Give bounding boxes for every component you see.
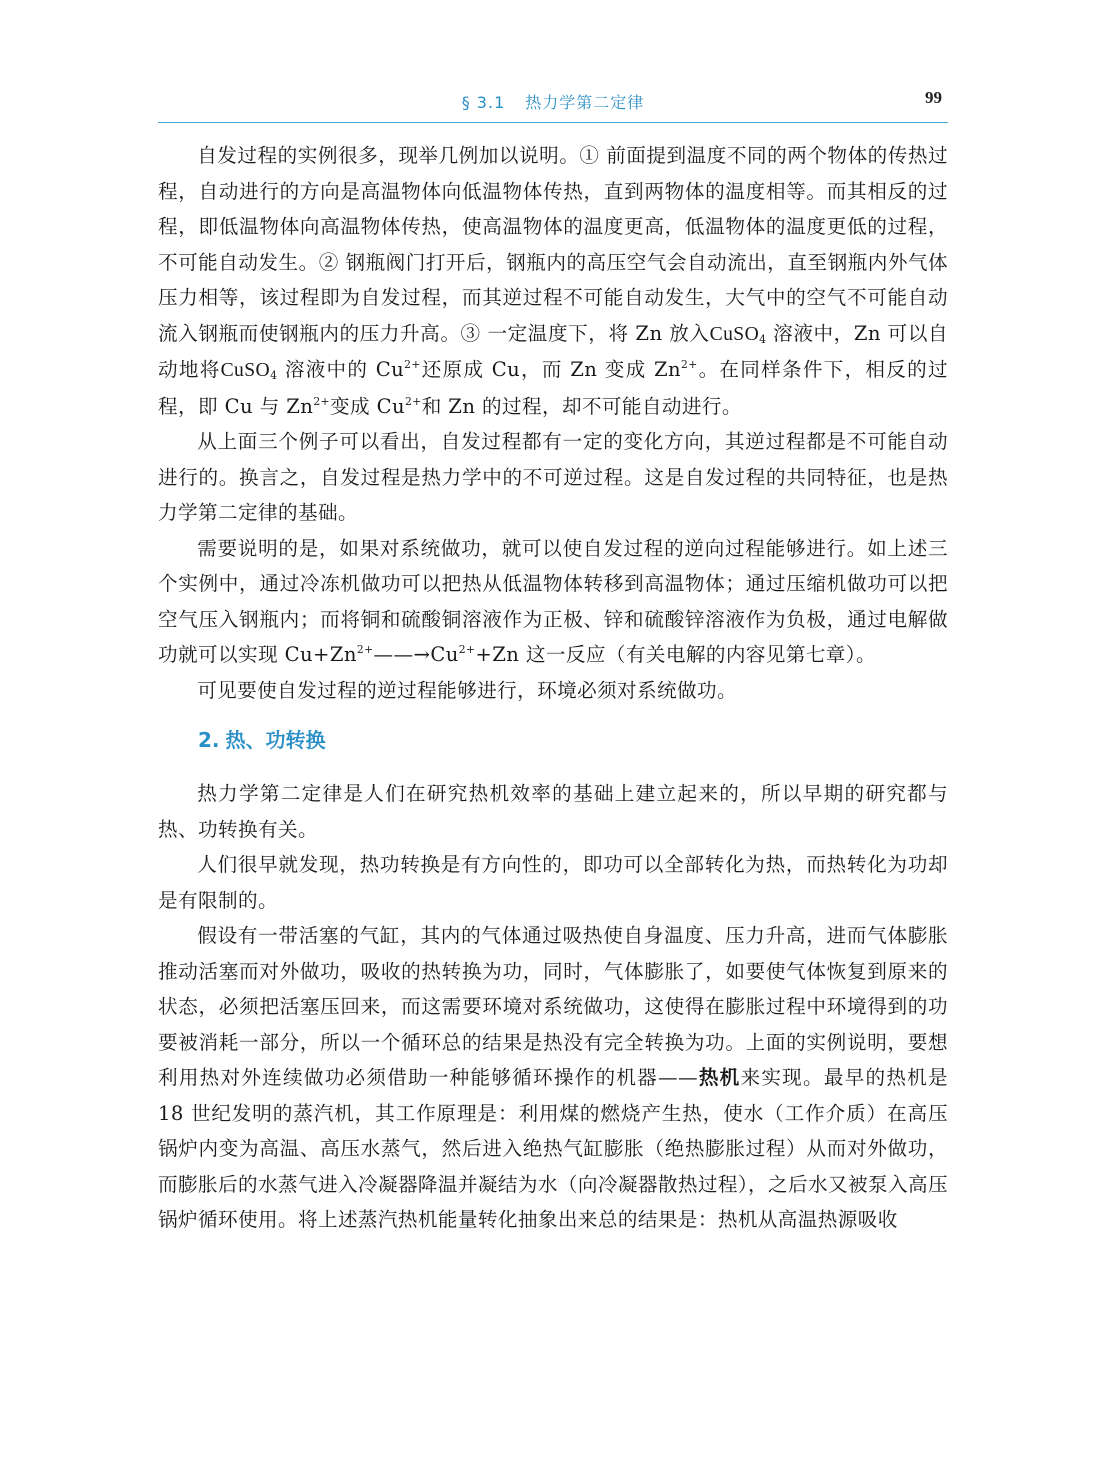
superscript-charge: 2+ <box>458 642 476 656</box>
superscript-charge: 2+ <box>405 394 422 408</box>
text-run: 还原成 Cu，而 Zn 变成 Zn <box>420 358 682 381</box>
superscript-charge: 2+ <box>681 357 698 371</box>
text-run: 。在同样条件下，相反的过程，即 Cu 与 Zn <box>158 358 948 418</box>
text-run: 溶液中的 Cu <box>277 358 405 381</box>
text-run: ——→Cu <box>373 643 459 666</box>
superscript-charge: 2+ <box>404 357 421 371</box>
header-title <box>158 90 948 113</box>
subscript: 4 <box>270 369 278 383</box>
text-run: 需要说明的是，如果对系统做功，就可以使自发过程的逆向过程能够进行。如上述三个实例中，通过冷冻机做功可以把热从低温物体转移到高温物体；通过压缩机做功可以把空气压入钢瓶内；而将铜和硫酸铜溶液作为正极、锌和硫酸锌溶液作为负极，通过电解做功就可以实现 Cu+Zn <box>158 536 948 666</box>
formula-cuso4: CuSO <box>220 360 271 381</box>
header-section-number: § 3.1 <box>461 93 506 112</box>
paragraph-irreversible-summary: 从上面三个例子可以看出，自发过程都有一定的变化方向，其逆过程都是不可能自动进行的。换言之，自发过程是热力学中的不可逆过程。这是自发过程的共同特征，也是热力学第二定律的基础。 <box>158 430 948 524</box>
page-body <box>158 138 948 1238</box>
formula-cuso4: CuSO <box>709 323 760 345</box>
text-run: 溶液中，Zn 可以自动地将 <box>158 321 949 381</box>
text-run: +Zn 这一反应（有关电解的内容见第七章）。 <box>475 643 876 666</box>
paragraph-work-on-system <box>158 531 948 673</box>
text-run: 自发过程的实例很多，现举几例加以说明。① 前面提到温度不同的两个物体的传热过程，自动进行的方向是高温物体向低温物体传热，直到两物体的温度相等。而其相反的过程，即低温物体向高温物体传热，使高温物体的温度更高，低温物体的温度更低的过程，不可能自动发生。② 钢瓶阀门打开后，钢瓶内的高压空气会自动流出，直至钢瓶内外气体压力相等，该过程即为自发过程，而其逆过程不可能自动发生，大气中的空气不可能自动流入钢瓶而使钢瓶内的压力升高。③ 一定温度下，将 Zn 放入 <box>158 144 948 345</box>
superscript-charge: 2+ <box>356 642 374 656</box>
subscript: 4 <box>759 332 767 346</box>
header-section-title: 热力学第二定律 <box>525 93 645 112</box>
paragraph-piston-example <box>158 918 948 1238</box>
text-run: 假设有一带活塞的气缸，其内的气体通过吸热使自身温度、压力升高，进而气体膨胀推动活塞而对外做功，吸收的热转换为功，同时，气体膨胀了，如要使气体恢复到原来的状态，必须把活塞压回来，而这需要环境对系统做功，这使得在膨胀过程中环境得到的功要被消耗一部分，所以一个循环总的结果是热没有完全转换为功。上面的实例说明，要想利用热对外连续做功必须借助一种能够循环操作的机器—— <box>158 924 948 1089</box>
term-heat-engine: 热机 <box>697 1066 741 1089</box>
text-run: 变成 Cu <box>329 394 406 418</box>
section-heading-title: 热、功转换 <box>225 728 326 752</box>
text-run: 来实现。最早的热机是 18 世纪发明的蒸汽机，其工作原理是：利用煤的燃烧产生热，使水（工作介质）在高压锅炉内变为高温、高压水蒸气，然后进入绝热气缸膨胀（绝热膨胀过程）从而对外做功，而膨胀后的水蒸气进入冷凝器降温并凝结为水（向冷凝器散热过程），之后水又被泵入高压锅炉循环使用。将上述蒸汽热机能量转化抽象出来总的结果是：热机从高温热源吸收 <box>158 1066 948 1231</box>
superscript-charge: 2+ <box>313 394 330 408</box>
page-number: 99 <box>925 88 942 107</box>
section-heading-number: 2. <box>198 728 220 752</box>
text-run: 和 Zn 的过程，却不可能自动进行。 <box>421 394 742 418</box>
section-heading <box>158 722 948 758</box>
paragraph-spontaneous-examples <box>158 138 948 424</box>
paragraph-conclusion: 可见要使自发过程的逆过程能够进行，环境必须对系统做功。 <box>197 678 738 702</box>
paragraph-direction: 人们很早就发现，热功转换是有方向性的，即功可以全部转化为热，而热转化为功却是有限制的。 <box>158 853 948 912</box>
paragraph-heat-engine-origin: 热力学第二定律是人们在研究热机效率的基础上建立起来的，所以早期的研究都与热、功转换有关。 <box>158 782 948 841</box>
running-header <box>158 86 948 123</box>
